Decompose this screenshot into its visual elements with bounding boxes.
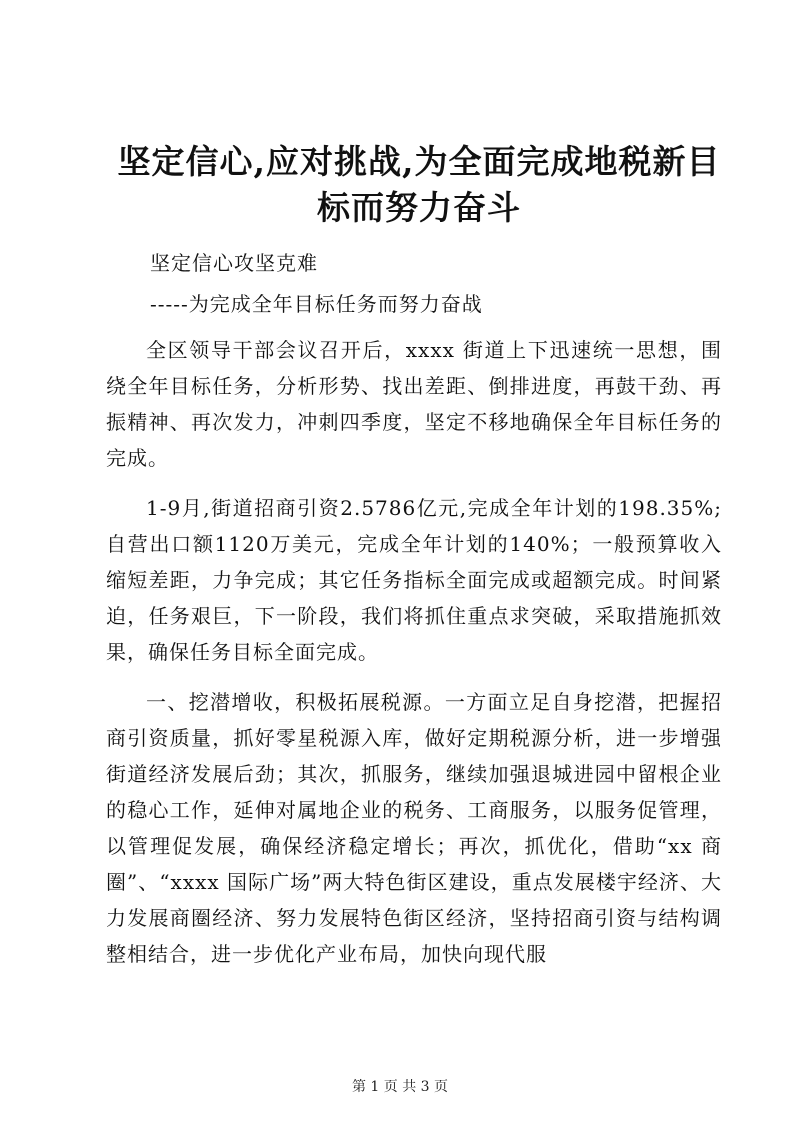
paragraph-2: 1-9月,街道招商引资2.5786亿元,完成全年计划的198.35%;自营出口额1120万美元，完成全年计划的140%；一般预算收入缩短差距，力争完成；其它任务指标全面完成或超额完成。时间紧迫，任务艰巨，下一阶段，我们将抓住重点求突破，采取措施抓效果，确保任务目标全面完成。 — [106, 496, 722, 664]
paragraph-3: 一、挖潜增收，积极拓展税源。一方面立足自身挖潜，把握招商引资质量，抓好零星税源入库，做好定期税源分析，进一步增强街道经济发展后劲；其次，抓服务，继续加强退城进园中留根企业的稳心工作，延伸对属地企业的税务、工商服务，以服务促管理，以管理促发展，确保经济稳定增长；再次，抓优化，借助“xx 商圈”、“xxxx 国际广场”两大特色街区建设，重点发展楼宇经济、大力发展商圈经济、努力发展特色街区经济，坚持招商引资与结构调整相结合，进一步优化产业布局，加快向现代服 — [106, 690, 722, 966]
document-subtitle: 坚定信心攻坚克难 — [150, 251, 318, 275]
document-title: 坚定信心,应对挑战,为全面完成地税新目标而努力奋斗 — [117, 142, 721, 227]
document-subheading: -----为完成全年目标任务而努力奋战 — [150, 292, 483, 316]
paragraph-1: 全区领导干部会议召开后，xxxx 街道上下迅速统一思想，围绕全年目标任务，分析形势、找出差距、倒排进度，再鼓干劲、再振精神、再次发力，冲刺四季度，坚定不移地确保全年目标任务的完成。 — [106, 338, 722, 470]
page-number-footer: 第 1 页 共 3 页 — [351, 1079, 449, 1095]
